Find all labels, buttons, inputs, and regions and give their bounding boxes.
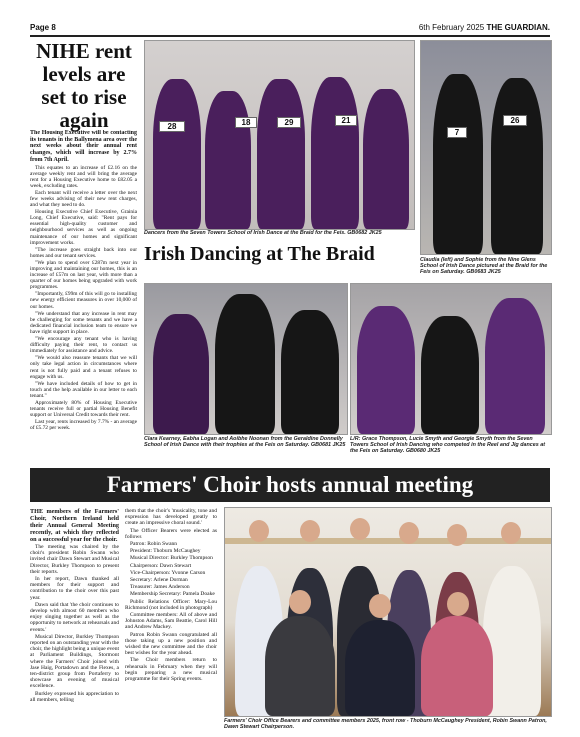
dancer-figure [491, 78, 543, 254]
person-figure [345, 620, 415, 716]
dancer-figure [433, 74, 483, 254]
person-head [501, 522, 521, 544]
page-number: Page 8 [30, 23, 56, 32]
page-dateline [419, 23, 550, 32]
choir-paragraph: In her report, Dawn thanked all members for their support and contribution to the choir over this past year. [30, 576, 119, 601]
dance-headline: Irish Dancing at The Braid [144, 243, 375, 265]
trophies-photo-right [350, 283, 552, 435]
nihe-paragraph: This equates to an increase of £2.16 on the average weekly rent and will bring the average rent for a Housing Executive home to £82.05 a week, excluding rates. [30, 164, 137, 189]
photo-caption: L/R: Grace Thompson, Lucie Smyth and Georgie Smyth from the Seven Towers School of Irish Dancing who competed in the Reel and Jig dances at the Feis on Saturday. GB0680 JK25 [350, 436, 546, 455]
dancer-figure [421, 316, 479, 434]
choir-headline: Farmers' Choir hosts annual meeting [30, 468, 550, 502]
issue-date: 6th February 2025 [418, 23, 485, 32]
dancer-figure [357, 306, 415, 434]
choir-officer: Public Relations Officer: Mary-Lou Richmond (not included in photograph) [125, 598, 217, 611]
competitor-number: 18 [235, 117, 257, 128]
photo-caption: Claudia (left) and Sophie from the Nine Glens School of Irish Dance pictured at the Braid for the Feis on Saturday. GB0683 JK25 [420, 257, 548, 276]
choir-lead: THE members of the Farmers' Choir, Northern Ireland held their Annual General Meeting recently, at which they reflected on a successful year for the choir. [30, 508, 119, 543]
nihe-paragraph: "The increase goes straight back into our homes and our tenant services. [30, 246, 137, 259]
nihe-paragraph: "We would also reassure tenants that we will only take legal action in circumstances where rent is not fully paid and a tenant refuses to engage with us. [30, 355, 137, 380]
choir-officer: Patron: Robin Swann [130, 541, 178, 548]
competitor-number: 21 [335, 115, 357, 126]
competitor-number: 7 [447, 127, 467, 138]
choir-paragraph: The Officer Bearers were elected as follows [125, 527, 217, 540]
competitor-number: 29 [277, 117, 301, 128]
photo-caption: Clara Kearney, Eabha Logan and Aoibhe Noonan from the Geraldine Donnelly School of Irish Dance with their trophies at the Feis on Saturday. GB0681 JK25 [144, 436, 346, 449]
competitor-number: 28 [159, 121, 185, 132]
choir-paragraph: The meeting was chaired by the choir's president Robin Swann who invited chair Dawn Stewart and Musical Director, Burkley Thompson to present their reports. [30, 544, 119, 575]
nihe-headline: NIHE rent levels are set to rise again [36, 39, 132, 132]
nihe-paragraph: Approximately 80% of Housing Executive tenants receive full or partial Housing Benefit support or Universal Credit towards their rent. [30, 399, 137, 419]
person-head [289, 590, 311, 614]
dancers-group-photo [144, 40, 415, 230]
choir-paragraph: The Choir members return to rehearsals in February when they will begin preparing a new musical programme for their Spring events. [125, 657, 217, 683]
nihe-paragraph: "We understand that any increase in rent may be challenging for some tenants and we have a dedicated financial inclusion team to ensure we have right support in place. [30, 310, 137, 335]
dancer-figure [485, 298, 545, 434]
nihe-paragraph: Last year, rents increased by 7.7% - an average of £5.72 per week. [30, 419, 137, 432]
photo-caption: Dancers from the Seven Towers School of Irish Dance at the Braid for the Feis. GB0682 JK25 [144, 230, 382, 236]
dancer-figure [311, 77, 359, 229]
choir-column-1 [30, 508, 119, 730]
dancer-figure [281, 310, 339, 434]
person-head [369, 594, 391, 618]
choir-photo-caption: Farmers' Choir Office Bearers and committee members 2025, front row - Thoburn McCaughey President, Robin Swann Patron, Dawn Stewart Chairperson. [224, 718, 547, 731]
choir-paragraph: them that the choir's 'musicality, tone and expression has developed greatly to create an impressive choral sound.' [125, 508, 217, 527]
choir-officer: Membership Secretary: Pamela Doake [130, 591, 215, 598]
dancer-figure [205, 91, 251, 229]
choir-paragraph: Dawn said that 'the choir continues to develop with almost 60 members who enjoy singing together as well as the opportunity to network at rehearsals and events.' [30, 601, 119, 633]
nihe-article-body [30, 130, 137, 460]
dancer-figure [215, 294, 275, 434]
header-rule [30, 35, 550, 37]
person-head [399, 522, 419, 544]
choir-officer: President: Thoburn McCaughey [130, 548, 201, 555]
choir-paragraph: Committee members: All of above and Johnston Adams, Sam Beattie, Carol Hill and Andrew Mackey. [125, 612, 217, 631]
nihe-paragraph: "We have included details of how to get in touch and the help available in our letter to each tenant." [30, 380, 137, 399]
paper-name: THE GUARDIAN. [486, 23, 550, 32]
trophies-photo-left [144, 283, 348, 435]
choir-paragraph: Burkley expressed his appreciation to all members, telling [30, 690, 119, 703]
nihe-paragraph: Each tenant will receive a letter over the next few weeks advising of their new rent charges, and what they need to do. [30, 189, 137, 209]
choir-paragraph: Patron Robin Swann congratulated all those taking up a new position and wished the new committee and the choir best wishes for the year ahead. [125, 631, 217, 657]
dancer-figure [363, 89, 409, 229]
choir-officer: Chairperson: Dawn Stewart [130, 562, 192, 569]
person-head [249, 520, 269, 542]
two-dancers-photo [420, 40, 552, 255]
dancer-figure [153, 79, 201, 229]
nihe-paragraph: "We plan to spend over £287m next year in improving and maintaining our homes, this is an increase of £57m on last year, with more than a quarter of our homes being upgraded with work programmes. [30, 259, 137, 291]
choir-officer: Musical Director: Burkley Thompson [130, 555, 213, 562]
person-head [350, 518, 370, 540]
person-head [300, 520, 320, 542]
dancer-figure [257, 79, 305, 229]
person-head [447, 592, 469, 616]
choir-officer: Vice-Chairperson: Yvonne Carson [130, 569, 206, 576]
nihe-paragraph: "We encourage any tenant who is having difficulty paying their rent, to contact us immediately for assistance and advice. [30, 336, 137, 355]
person-figure [265, 616, 335, 716]
dancer-figure [153, 314, 209, 434]
person-head [447, 524, 467, 546]
nihe-paragraph: Housing Executive Chief Executive, Grainia Long, Chief Executive, said: "Rent pays for essential high-quality customer and neighbourhood services as well as ongoing maintenance of our homes and significant improvement works. [30, 209, 137, 246]
competitor-number: 26 [503, 115, 527, 126]
choir-officer: Secretary: Arlene Dorman [130, 577, 188, 584]
choir-paragraph: Musical Director, Burkley Thompson reported on an outstanding year with the choir, the highlight being a unique event at Parliament Buildings, Stormont where the Farmers' Choir joined with Jase Haig, Portadown and the Flexes, a ten-district group from Portaferry to showcase an evening of musical excellence. [30, 633, 119, 690]
choir-column-2 [125, 508, 217, 730]
nihe-paragraph: "Importantly, £99m of this will go to installing new energy efficient measures in over 10,000 of our homes. [30, 291, 137, 310]
choir-officer: Treasurer: James Anderson [130, 584, 190, 591]
nihe-lead: The Housing Executive will be contacting its tenants in the Ballymena area over the next weeks about their annual rent changes, which will increase by 2.7% from 7th April. [30, 130, 137, 163]
person-figure [421, 616, 493, 716]
choir-group-photo [224, 507, 552, 717]
